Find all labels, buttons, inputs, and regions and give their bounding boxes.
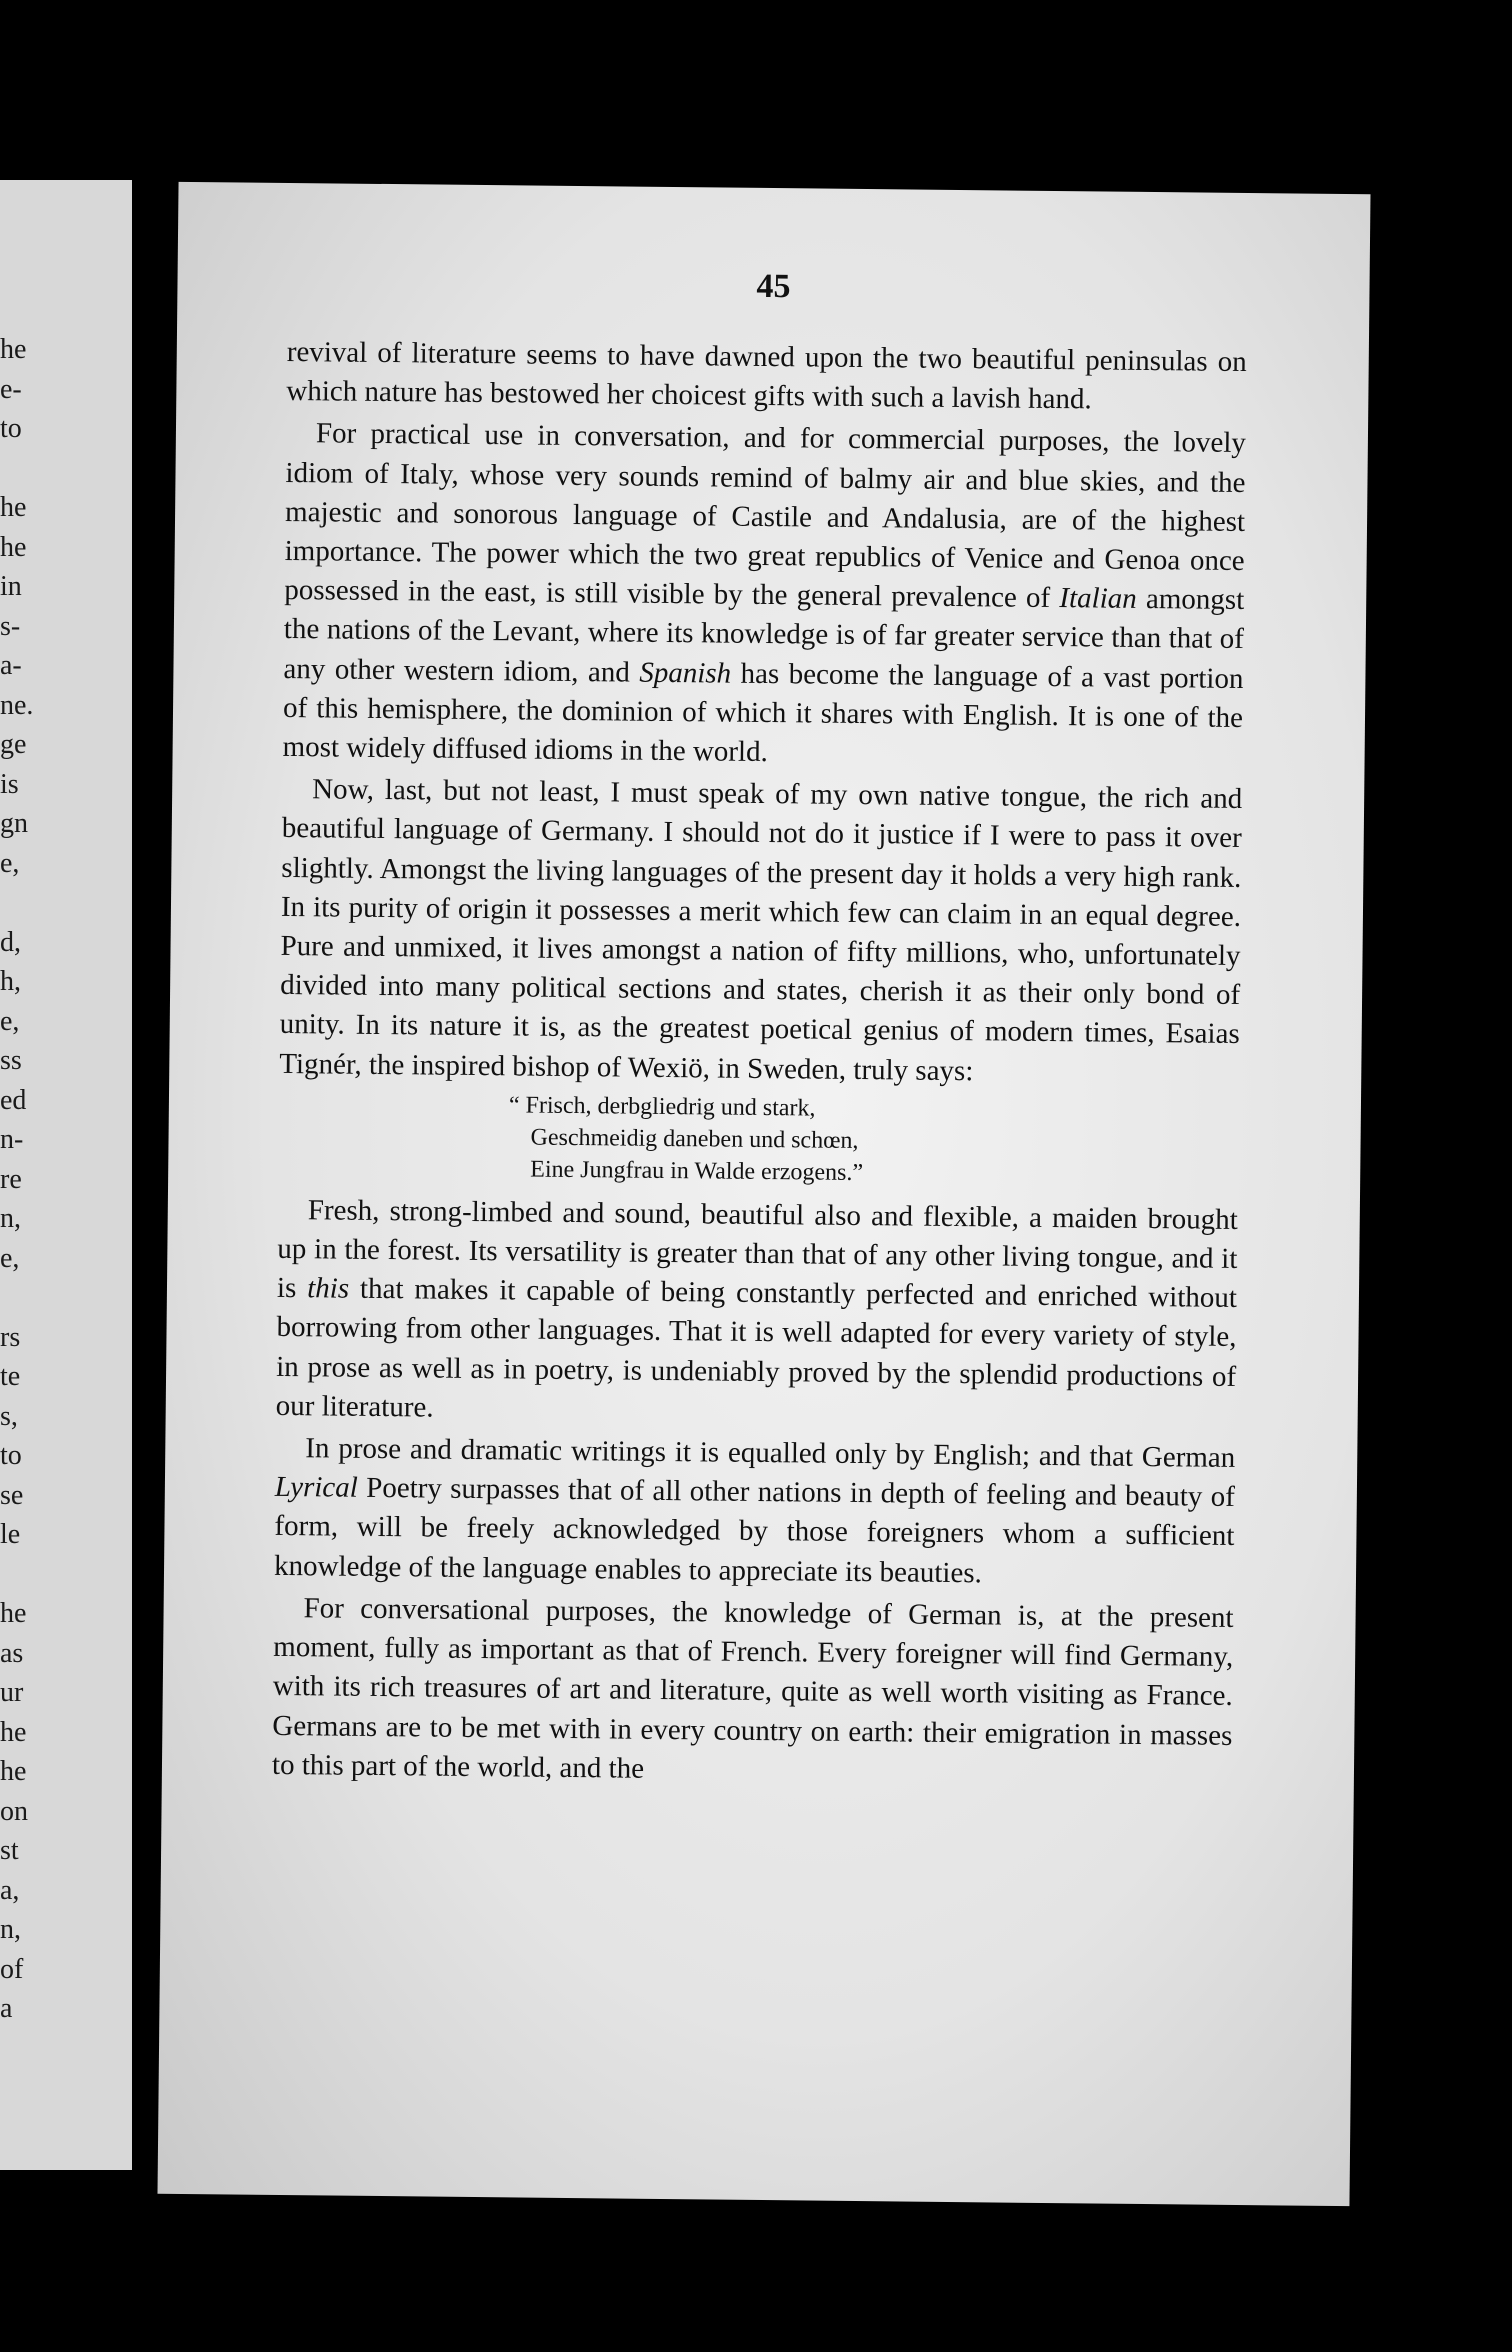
left-fragment: gn (0, 808, 28, 839)
left-fragment: st (0, 1835, 19, 1866)
left-fragment: h, (0, 966, 21, 997)
poem-quotation (508, 1089, 1239, 1193)
left-fragment: re (0, 1163, 22, 1195)
left-fragment: is (0, 768, 19, 800)
paragraph-german-language (279, 770, 1242, 1094)
paragraph-text: For conversational purposes, the knowledge of German is, at the present moment, fully as important as that of French. Every foreigner will find Germany, with its rich treasures of art and literature, quite as well worth visiting as France. Germans are to be met with in every country on earth: their emigration in masses to this part of the world, and the (271, 1592, 1234, 1785)
left-fragment: he (0, 334, 27, 365)
left-fragment: te (0, 1361, 21, 1392)
paragraph-text: Fresh, strong-limbed and sound, beautiful also and flexible, a maiden brought up in the forest. Its versatility is greater than that of any other living tongue, and it is (276, 1194, 1238, 1305)
left-fragment: s- (0, 610, 21, 642)
left-fragment: se (0, 1479, 24, 1511)
left-page-edge (0, 180, 132, 2170)
italic-term: Italian (1059, 582, 1137, 616)
left-page-text-fragments (0, 330, 132, 2029)
paragraph-text: For practical use in conversation, and for commercial purposes, the lovely idiom of Italy, whose very sounds remind of balmy air and blue skies, and the majestic and sonorous language of Castile and Andalusia, are of the highest importance. The power which the two great republics of Venice and Genoa once possessed in the east, is still visible by the general prevalence of (284, 417, 1247, 615)
left-fragment: ne. (0, 689, 34, 721)
left-fragment: in (0, 571, 22, 602)
left-fragment: a (0, 1993, 13, 2024)
left-fragment: he (0, 1598, 27, 1629)
left-fragment: he (0, 531, 27, 563)
left-fragment: le (0, 1519, 21, 1550)
paragraph-text: Poetry surpasses that of all other nations in depth of feeling and beauty of form, will be freely acknowledged by those foreigners whom a sufficient knowledge of the language enables to appreciate its beauties. (273, 1472, 1236, 1589)
italic-term: Lyrical (274, 1471, 358, 1505)
paragraph-italian-spanish (282, 414, 1246, 777)
left-fragment: ed (0, 1084, 27, 1116)
left-fragment: to (0, 413, 22, 444)
left-fragment: ss (0, 1045, 22, 1076)
left-fragment: of (0, 1953, 24, 1985)
left-fragment: on (0, 1795, 28, 1827)
left-fragment: as (0, 1637, 24, 1669)
page-number: 45 (756, 267, 791, 306)
left-fragment: d, (0, 926, 21, 958)
paragraph-text: Now, last, but not least, I must speak of my own native tongue, the rich and beautiful language of Germany. I should not do it justice if I were to pass it over slightly. Amongst the living languages of the present day it holds a very high rank. In its purity of origin it possesses a merit which few can claim in an equal degree. Pure and unmixed, it lives amongst a nation of fifty millions, who, unfortunately divided into many political sections and states, cherish it as their only bond of unity. In its nature it is, as the greatest poetical genius of modern times, Esaias Tignér, the inspired bishop of Wexiö, in Sweden, truly says: (279, 773, 1243, 1087)
paragraph-text: has become the language of a vast portion of this hemisphere, the dominion of which it shares with English. It is one of the most widely diffused idioms in the world. (282, 657, 1244, 769)
italic-term: this (307, 1272, 350, 1305)
paragraph-revival (286, 333, 1247, 421)
left-fragment: rs (0, 1321, 21, 1353)
left-fragment: e- (0, 373, 22, 405)
book-page (157, 182, 1370, 2206)
paragraph-conversational (272, 1589, 1234, 1795)
left-fragment: a, (0, 1874, 20, 1906)
left-fragment (0, 449, 132, 489)
left-fragment: n- (0, 1124, 24, 1155)
page-body (272, 333, 1247, 1798)
italic-term: Spanish (639, 656, 732, 690)
poem-line: Eine Jungfrau in Walde erzogens.” (530, 1156, 864, 1186)
paragraph-translation (276, 1191, 1238, 1436)
left-fragment: s, (0, 1400, 18, 1432)
left-fragment: he (0, 492, 27, 523)
paragraph-text: In prose and dramatic writings it is equalled only by English; and that German (305, 1432, 1236, 1475)
left-fragment: a- (0, 650, 22, 681)
left-fragment: e, (0, 847, 20, 879)
paragraph-prose-poetry (274, 1429, 1236, 1596)
left-fragment: n, (0, 1203, 21, 1234)
poem-line: “ Frisch, derbgliedrig und stark, (508, 1092, 816, 1122)
left-fragment: ur (0, 1677, 24, 1708)
left-fragment: to (0, 1440, 22, 1471)
left-fragment: e, (0, 1242, 20, 1274)
left-fragment (0, 1278, 132, 1318)
left-fragment (0, 883, 132, 923)
paragraph-text: amongst the nations of the Levant, where its knowledge is of far greater service than that of any other western idiom, and (283, 583, 1245, 689)
paragraph-text: revival of literature seems to have dawned upon the two beautiful peninsulas on which nature has bestowed her choicest gifts with such a lavish hand. (286, 335, 1247, 416)
paragraph-text: that makes it capable of being constantly perfected and enriched without borrowing from other languages. That it is well adapted for every variety of style, in prose as well as in poetry, is undeniably proved by the splendid productions of our literature. (275, 1272, 1238, 1424)
left-fragment (0, 1555, 132, 1595)
left-fragment: ge (0, 729, 27, 760)
left-fragment: e, (0, 1005, 20, 1037)
left-fragment: he (0, 1716, 27, 1748)
poem-line: Geschmeidig daneben und schœn, (530, 1124, 859, 1154)
left-fragment: n, (0, 1914, 21, 1945)
left-fragment: he (0, 1756, 27, 1787)
